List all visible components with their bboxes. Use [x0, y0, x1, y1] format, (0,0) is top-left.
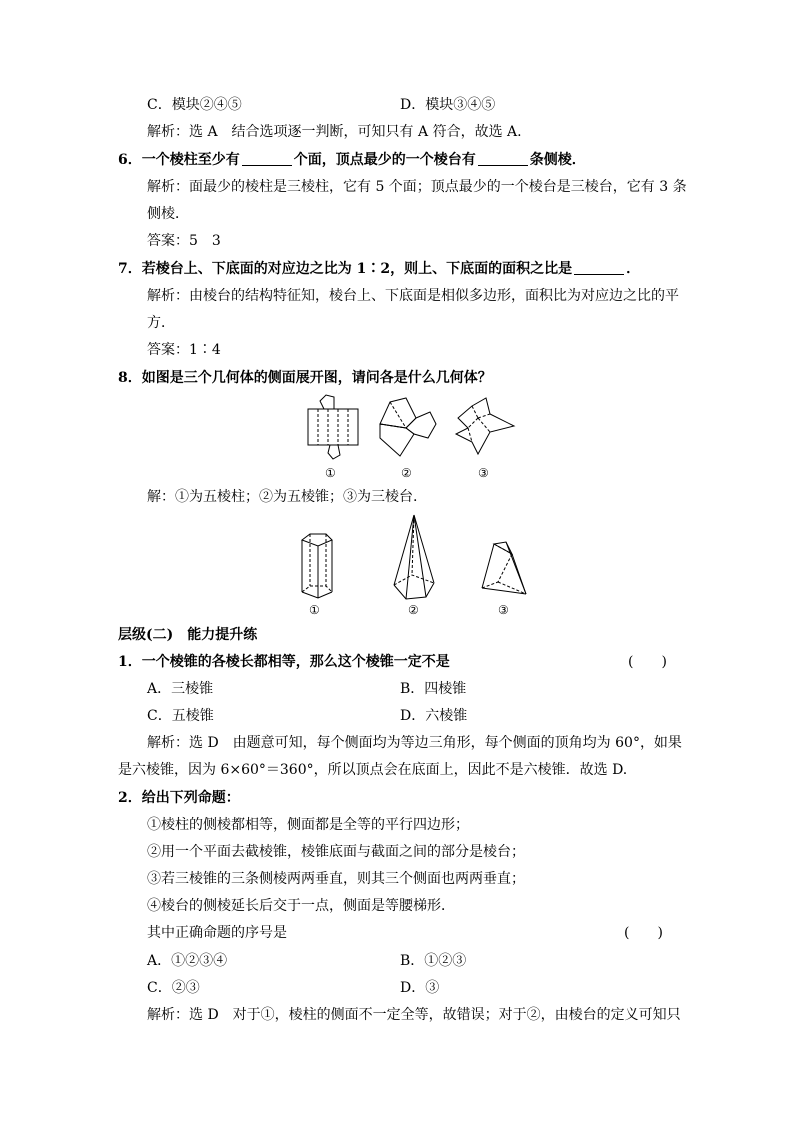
net-figure-2: [376, 398, 438, 460]
p2-option-d: D．③: [400, 980, 440, 996]
q7-stem: 7．若棱台上、下底面的对应边之比为 1∶2，则上、下底面的面积之比是 ．: [118, 261, 641, 277]
p1-answer-paren: ( ): [628, 654, 667, 670]
p1-option-b: B．四棱锥: [400, 681, 467, 697]
q5-option-c: C．模块②④⑤: [147, 97, 242, 113]
fig2-label-1: ①: [309, 603, 320, 617]
p2-answer-paren: ( ): [624, 925, 663, 941]
p1-stem: 1．一个棱锥的各棱长都相等，那么这个棱锥一定不是: [118, 654, 450, 670]
p1-option-d: D．六棱锥: [400, 708, 468, 724]
p2-option-a: A．①②③④: [147, 953, 228, 969]
solid-figure-pentagonal-prism: [296, 530, 336, 602]
fig2-label-3: ③: [498, 603, 509, 617]
p2-proposition-4: ④棱台的侧棱延长后交于一点，侧面是等腰梯形．: [147, 898, 455, 914]
p1-option-a: A．三棱锥: [147, 681, 214, 697]
p1-analysis-line2: 是六棱锥，因为 6×60°＝360°，所以顶点会在底面上，因此不是六棱锥．故选 D.: [118, 762, 628, 778]
q6-analysis-line1: 解析：面最少的棱柱是三棱柱，它有 5 个面；顶点最少的一个棱台是三棱台，它有 3 条: [147, 179, 687, 195]
fig1-label-1: ①: [325, 466, 336, 480]
net-figure-1: [300, 395, 370, 459]
p2-proposition-3: ③若三棱锥的三条侧棱两两垂直，则其三个侧面也两两垂直；: [147, 871, 525, 887]
section-title: 层级(二) 能力提升练: [118, 627, 258, 643]
answer-blank: [242, 151, 292, 166]
q8-stem: 8．如图是三个几何体的侧面展开图，请问各是什么几何体？: [118, 370, 492, 386]
p1-option-c: C．五棱锥: [147, 708, 214, 724]
q6-stem: 6．一个棱柱至少有 个面，顶点最少的一个棱台有 条侧棱．: [118, 152, 586, 168]
p2-option-c: C．②③: [147, 980, 200, 996]
p2-proposition-1: ①棱柱的侧棱都相等，侧面都是全等的平行四边形；: [147, 817, 469, 833]
p2-analysis-line1: 解析：选 D 对于①，棱柱的侧面不一定全等，故错误；对于②，由棱台的定义可知只: [147, 1007, 681, 1023]
p2-proposition-2: ②用一个平面去截棱锥，棱锥底面与截面之间的部分是棱台；: [147, 844, 525, 860]
q6-answer: 答案：5 3: [147, 233, 221, 249]
fig1-label-2: ②: [401, 466, 412, 480]
net-figure-3: [452, 398, 516, 454]
solid-figure-pentagonal-pyramid: [390, 513, 440, 605]
answer-blank: [478, 151, 528, 166]
q7-analysis-line2: 方．: [147, 315, 175, 331]
p1-analysis-line1: 解析：选 D 由题意可知，每个侧面均为等边三角形，每个侧面的顶角均为 60°，如果: [147, 735, 682, 751]
q7-analysis-line1: 解析：由棱台的结构特征知，棱台上、下底面是相似多边形，面积比为对应边之比的平: [147, 288, 679, 304]
fig1-label-3: ③: [478, 466, 489, 480]
fig2-label-2: ②: [408, 603, 419, 617]
q6-analysis-line2: 侧棱．: [147, 206, 189, 222]
q8-solution: 解：①为五棱柱；②为五棱锥；③为三棱台.: [147, 489, 418, 505]
solid-figure-triangular-frustum: [476, 540, 532, 602]
q5-option-d: D．模块③④⑤: [400, 97, 496, 113]
p2-option-b: B．①②③: [400, 953, 467, 969]
p2-ask: 其中正确命题的序号是: [147, 925, 287, 941]
answer-blank: [574, 260, 624, 275]
p2-stem: 2．给出下列命题：: [118, 790, 240, 806]
q7-answer: 答案：1∶4: [147, 342, 221, 358]
q5-analysis: 解析：选 A 结合选项逐一判断，可知只有 A 符合，故选 A.: [147, 124, 522, 140]
